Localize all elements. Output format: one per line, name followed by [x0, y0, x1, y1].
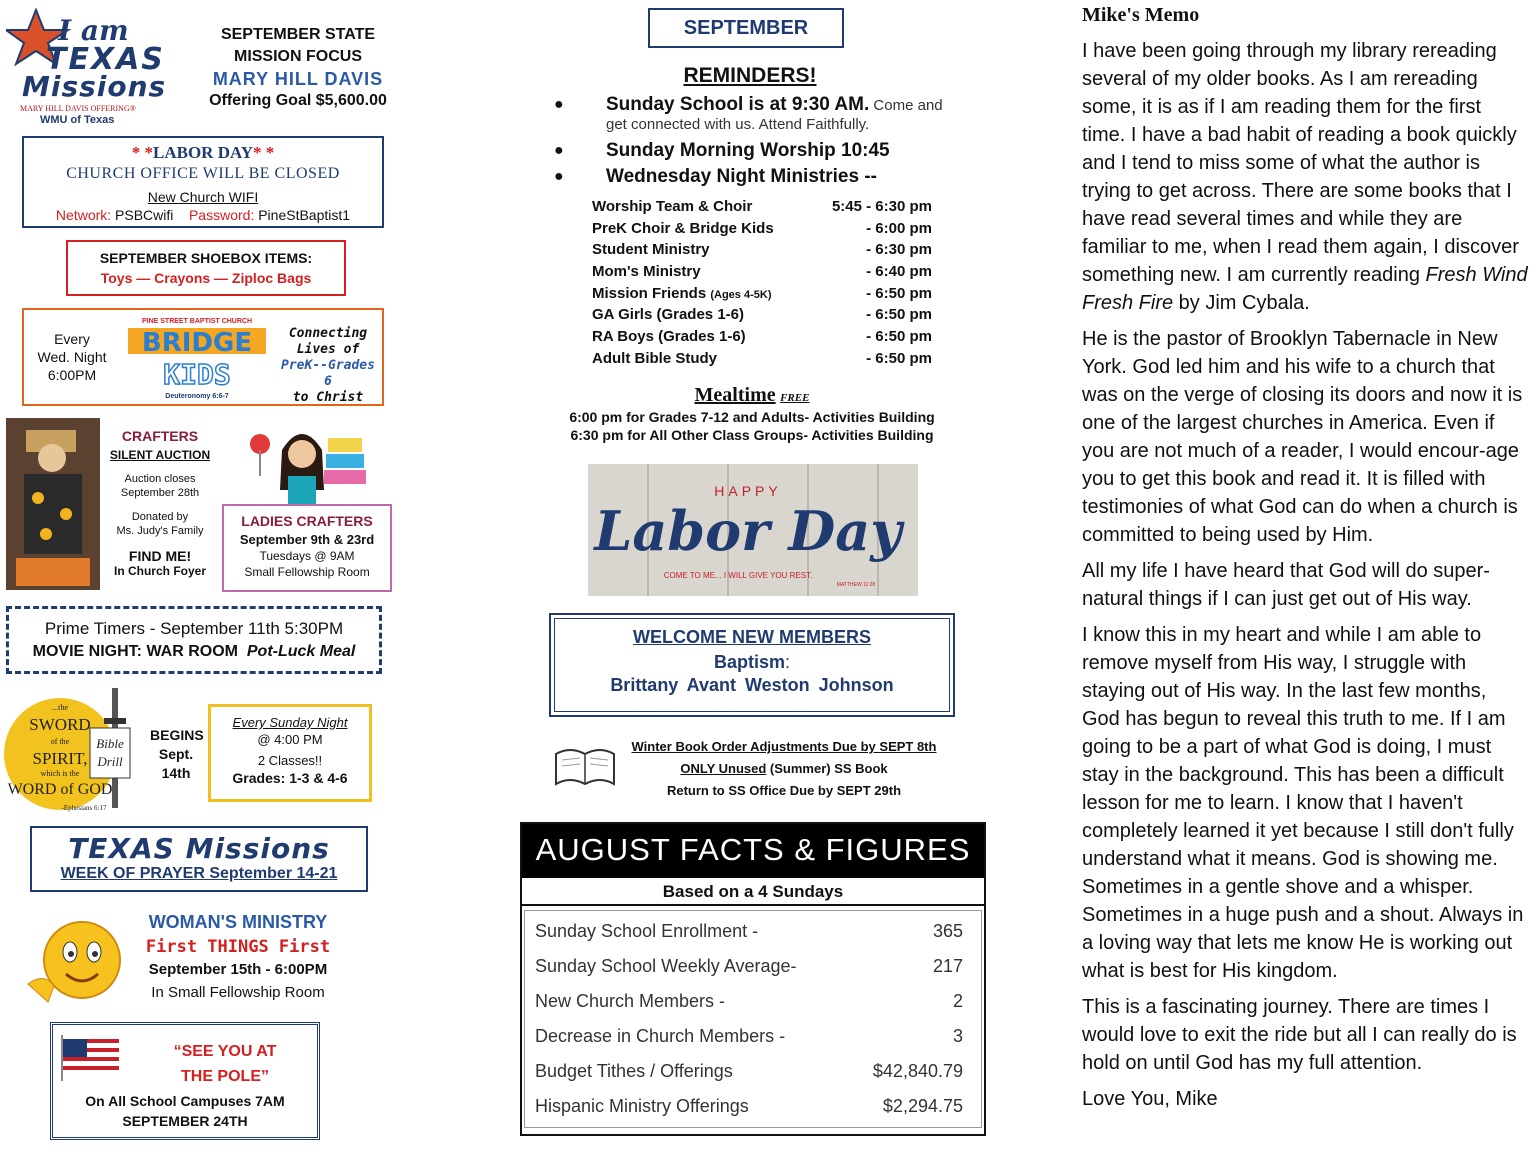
ladies-crafters-box — [222, 504, 392, 592]
reminder-worship: ● Sunday Morning Worship 10:45 — [554, 140, 890, 161]
mealtime — [560, 384, 944, 443]
woman-subtitle: First THINGS First — [145, 937, 331, 957]
schedule-row: GA Girls (Grades 1-6) - 6:50 pm — [592, 306, 932, 324]
labor-day-box — [22, 136, 384, 228]
bridge-when: Every Wed. Night 6:00PM — [37, 331, 107, 383]
bridge-logo-top: BRIDGE — [141, 328, 253, 358]
mealtime-free: FREE — [780, 392, 810, 404]
welcome-title: WELCOME NEW MEMBERS — [633, 627, 871, 647]
sword-word-of-god: WORD of GOD — [7, 781, 113, 798]
woman-date: September 15th - 6:00PM — [148, 961, 328, 978]
drill-line3: 2 Classes!! — [257, 753, 323, 768]
sword-drill: Drill — [97, 754, 123, 769]
welcome-members-box — [549, 613, 955, 717]
texas-missions-prayer-box — [30, 826, 368, 892]
logo-line2: TEXAS — [46, 42, 165, 77]
wifi-title: New Church WIFI — [147, 189, 259, 205]
mealtime-line2: 6:30 pm for All Other Class Groups- Activities Building — [570, 427, 934, 443]
txm-week: WEEK OF PRAYER September 14-21 — [60, 865, 338, 882]
focus-line3: MARY HILL DAVIS — [212, 69, 384, 89]
winter-book-order — [622, 736, 946, 802]
facts-row: Sunday School Weekly Average- 217 — [535, 956, 963, 976]
bullet-icon: ● — [554, 142, 564, 159]
memo-paragraph-1: I have been going through my library rereading several of my older books. As I am rereading some, it is as if I am reading them for the first time. I have a bad habit of reading a book quickly and I tend to miss some of what the author is trying to get across. There are some books that I have read several times and while they are familiar to me, when I read them again, I discover something new. I am currently reading Fresh Wind Fresh Fire by Jim Cybala. — [1082, 40, 1528, 314]
labor-day-image — [588, 464, 918, 596]
sword-of-the: of the — [50, 737, 70, 746]
logo-line3: Missions — [22, 70, 167, 103]
smiley-icon — [24, 912, 128, 1010]
open-book-icon — [552, 740, 618, 792]
prime-line1: Prime Timers - September 11th 5:30PM — [44, 619, 344, 638]
scarecrow-photo — [6, 418, 100, 590]
crafters-subtitle: SILENT AUCTION — [109, 448, 211, 462]
pole-title: “SEE YOU AT THE POLE” — [173, 1043, 277, 1085]
facts-row: New Church Members - 2 — [535, 991, 963, 1011]
labor-title: * *LABOR DAY* * — [131, 143, 275, 162]
woman-where: In Small Fellowship Room — [151, 984, 325, 1001]
schedule-row: Mission Friends (Ages 4-5K) - 6:50 pm — [592, 284, 932, 302]
winter-line3: Return to SS Office Due by SEPT 29th — [666, 783, 902, 798]
bridge-logo-bottom: KIDS — [163, 358, 231, 391]
prime-line2: MOVIE NIGHT: WAR ROOM Pot-Luck Meal — [32, 643, 356, 660]
august-facts-figures — [520, 822, 986, 1136]
sword-spirit: SPIRIT, — [32, 749, 88, 768]
september-header: SEPTEMBER — [648, 8, 844, 48]
schedule-row: Worship Team & Choir 5:45 - 6:30 pm — [592, 198, 932, 215]
focus-line2: MISSION FOCUS — [233, 48, 362, 65]
bridge-verse: Deuteronomy 6:6-7 — [165, 393, 229, 400]
texas-missions-logo — [6, 8, 192, 124]
schedule-row: PreK Choir & Bridge Kids - 6:00 pm — [592, 219, 932, 237]
schedule-row: Adult Bible Study - 6:50 pm — [592, 349, 932, 367]
memo-signoff: Love You, Mike — [1082, 1088, 1218, 1110]
logo-offering: MARY HILL DAVIS OFFERING® — [20, 104, 136, 113]
ladies-where: Small Fellowship Room — [244, 565, 370, 579]
crafters-title: CRAFTERS — [121, 428, 199, 444]
ladies-when: Tuesdays @ 9AM — [259, 549, 355, 563]
facts-table — [524, 910, 982, 1128]
bullet-icon: ● — [554, 168, 564, 185]
bridge-kids-logo — [122, 314, 272, 400]
facts-row: Sunday School Enrollment - 365 — [535, 921, 963, 941]
office-closed: CHURCH OFFICE WILL BE CLOSED — [66, 165, 340, 182]
prime-timers-box — [6, 606, 382, 674]
sword-the: ...the — [52, 703, 68, 712]
mealtime-line1: 6:00 pm for Grades 7-12 and Adults- Activities Building — [569, 409, 935, 425]
facts-row: Decrease in Church Members - 3 — [535, 1026, 963, 1046]
logo-line1: I am — [58, 14, 129, 47]
labor-verse: COME TO ME... I WILL GIVE YOU REST. — [663, 571, 813, 580]
bridge-kids-box — [22, 308, 384, 406]
sword-ref: -Ephesians 6:17 — [61, 804, 107, 812]
facts-subtitle: Based on a 4 Sundays — [522, 878, 984, 906]
ladies-dates: September 9th & 23rd — [239, 532, 375, 547]
reminder-wednesday: ● Wednesday Night Ministries -- — [554, 166, 877, 187]
wifi-credentials: Network: PSBCwifi Password: PineStBaptist1 — [55, 207, 351, 223]
auction-closes: Auction closes September 28th — [120, 473, 200, 499]
drill-line2: @ 4:00 PM — [257, 732, 323, 747]
bridge-church: PINE STREET BAPTIST CHURCH — [141, 318, 253, 325]
lady-crafter-illustration — [242, 420, 368, 506]
focus-line1: SEPTEMBER STATE — [220, 26, 376, 43]
mealtime-title: Mealtime — [694, 384, 776, 406]
memo-paragraph-5: This is a fascinating journey. There are times I would love to exit the ride but all I can really do is hold on until God has my full attention. — [1082, 996, 1517, 1074]
womans-ministry — [130, 912, 346, 1001]
memo-title: Mike's Memo — [1082, 4, 1200, 26]
us-flag-icon — [59, 1035, 121, 1081]
drill-begins: BEGINS Sept. 14th — [150, 727, 204, 781]
woman-title: WOMAN'S MINISTRY — [148, 912, 328, 932]
focus-line4: Offering Goal $5,600.00 — [209, 92, 387, 109]
wednesday-schedule — [592, 198, 942, 372]
bridge-connect: Connecting Lives of PreK--Grades 6 to Christ — [281, 326, 375, 405]
winter-line1: Winter Book Order Adjustments Due by SEPT 8th — [631, 739, 937, 754]
shoebox-box — [66, 240, 346, 296]
see-you-at-pole-box — [50, 1022, 320, 1140]
reminders-title: REMINDERS! — [683, 64, 817, 87]
pole-details: On All School Campuses 7AM SEPTEMBER 24TH — [85, 1093, 285, 1129]
sword-which: which is the — [40, 769, 80, 778]
labor-verse-ref: MATTHEW 11:28 — [836, 582, 876, 588]
facts-row: Hispanic Ministry Offerings $2,294.75 — [535, 1096, 963, 1116]
find-me: FIND ME! — [128, 548, 192, 564]
schedule-row: Student Ministry - 6:30 pm — [592, 241, 932, 259]
sword-of-spirit-logo — [4, 688, 144, 814]
mikes-memo — [1082, 4, 1528, 1121]
memo-paragraph-3: All my life I have heard that God will do super-natural things if I can just get out of His way. — [1082, 560, 1490, 610]
facts-row: Budget Tithes / Offerings $42,840.79 — [535, 1061, 963, 1081]
labor-title-text: Labor Day — [594, 499, 902, 563]
memo-paragraph-4: I know this in my heart and while I am able to remove myself from His way, I struggle with staying out of His way. In the last few months, God has begun to reveal this truth to me. If I am going to be a part of what God is doing, I must stay in the background. This has been a difficult lesson for me to learn. I know that I haven't completely learned it yet because I still don't fully understand what it means. God is showing me. Sometimes in a gentle shove and a whisper. Sometimes in a huge push and a shout. Always in a loving way that lets me know He is working out what is best for His kingdom. — [1082, 624, 1524, 982]
drill-line1: Every Sunday Night — [232, 715, 348, 730]
winter-line2: ONLY Unused (Summer) SS Book — [680, 761, 888, 776]
memo-paragraph-2: He is the pastor of Brooklyn Tabernacle in New York. God led him and his wife to a church that was on the verge of closing its doors and now it is one of the largest churches in America. Even if you are not much of a reader, I would encour-age you to get this book and read it. It is filled with testimonies of what God can do when a church is committed to being used by Him. — [1082, 328, 1523, 546]
labor-happy: HAPPY — [714, 483, 782, 499]
ladies-title: LADIES CRAFTERS — [241, 513, 373, 529]
schedule-row: Mom's Ministry - 6:40 pm — [592, 263, 932, 281]
drill-line4: Grades: 1-3 & 4-6 — [232, 770, 348, 786]
donated-by: Donated by Ms. Judy's Family — [116, 511, 204, 537]
logo-wmu: WMU of Texas — [40, 114, 115, 126]
sword-bible: Bible — [96, 736, 124, 751]
welcome-baptism: Baptism: — [713, 652, 791, 672]
facts-title: AUGUST FACTS & FIGURES — [522, 824, 984, 878]
reminders-list — [550, 94, 950, 188]
welcome-names: Brittany Avant Weston Johnson — [610, 675, 894, 695]
txm-title: TEXAS Missions — [68, 832, 330, 865]
mission-focus — [198, 24, 398, 112]
crafters-auction — [104, 428, 216, 578]
shoebox-title: SEPTEMBER SHOEBOX ITEMS: — [99, 250, 313, 266]
find-where: In Church Foyer — [113, 564, 206, 578]
schedule-row: RA Boys (Grades 1-6) - 6:50 pm — [592, 328, 932, 346]
bullet-icon: ● — [554, 96, 564, 113]
shoebox-items: Toys — Crayons — Ziploc Bags — [100, 270, 312, 286]
reminder-sunday-school: ● Sunday School is at 9:30 AM. Come and get connected with us. Attend Faithfully. — [554, 94, 943, 133]
bible-drill-box — [208, 704, 372, 802]
sword-word-sword: SWORD — [29, 715, 91, 734]
